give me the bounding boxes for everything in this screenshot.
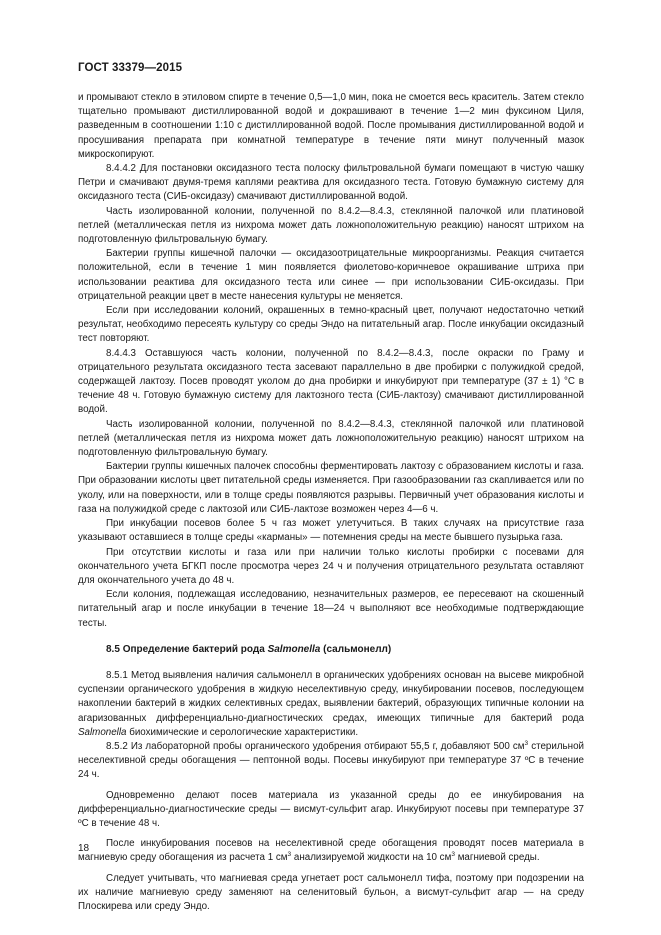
- section-title-suffix: (сальмонелл): [323, 643, 392, 655]
- section-number: 8.5: [106, 643, 120, 655]
- paragraph: Часть изолированной колонии, полученной по 8.4.2—8.4.3, стеклянной палочкой или платиновой петлей (металлическая петля из нихрома может дать ложноположительную реакцию) наносят штрихом на подготовленную фильтровальную бумагу.: [78, 205, 584, 246]
- paragraph: 8.4.4.3 Оставшуюся часть колонии, полученной по 8.4.2—8.4.3, после окраски по Граму и отрицательного результата оксидазного теста засевают параллельно в две пробирки с полужидкой средой, содержащей лактозу. Посев проводят уколом до дна пробирки и инкубируют при температуре (37 ± 1) °С в течение 48 ч. Готовую бумажную систему для лактозного теста (СИБ-лактозу) смачивают дистиллированной водой.: [78, 347, 584, 416]
- paragraph: [78, 669, 584, 740]
- paragraph: [78, 740, 584, 783]
- superscript: 3: [287, 851, 292, 859]
- paragraph-text: стерильной неселективной среды обогащения — пептонной воды. Посевы инкубируют при температуре 37 ºС в течение 24 ч.: [78, 740, 584, 781]
- genus-name: Salmonella: [78, 726, 127, 738]
- document-body: [78, 91, 584, 914]
- paragraph: При отсутствии кислоты и газа или при наличии только кислоты пробирки с посевами для окончательного учета БГКП после просмотра через 24 ч и получения отрицательного результата оставляют для окончательного учета до 48 ч.: [78, 546, 584, 586]
- paragraph-text: После инкубирования посевов на неселективной среде обогащения проводят посев материала в магниевую среду обогащения из расчета 1 см: [78, 838, 584, 864]
- paragraph: Если колония, подлежащая исследованию, незначительных размеров, ее пересевают на скошенный питательный агар и после инкубации в течение 18—24 ч выполняют все необходимые подтверждающие тесты.: [78, 589, 584, 629]
- paragraph-text: 8.5.1 Метод выявления наличия сальмонелл в органических удобрениях основан на высеве микробной суспензии органического удобрения в жидкую неселективную среду, инкубировании посевов, последующем накоплении бактерий в жидких селективных средах, выявлении бактерий, образующих типичные колонии на агаризованных дифференциально-диагностических средах, имеющих типичные для бактерий рода: [78, 669, 584, 724]
- paragraph: и промывают стекло в этиловом спирте в течение 0,5—1,0 мин, пока не смоется весь краситель. Затем стекло тщательно промывают дистиллированной водой и докрашивают в течение 1—2 мин фуксином Циля, разведенным в соотношении 1:10 с дистиллированной водой. После промывания дистиллированной водой и просушивания препарата при комнатной температуре в течение пяти минут полученный мазок микроскопируют.: [78, 92, 584, 160]
- paragraph: Если при исследовании колоний, окрашенных в темно-красный цвет, получают недостаточно четкий результат, необходимо пересеять культуру со среды Эндо на питательный агар. После инкубации оксидазный тест повторяют.: [78, 305, 584, 345]
- superscript: 3: [524, 739, 529, 747]
- paragraph: Бактерии группы кишечной палочки — оксидазоотрицательные микроорганизмы. Реакция считается положительной, если в течение 1 мин появляется фиолетово-коричневое окрашивание штриха при использовании реактива для оксидазного теста или синее — при использовании СИБ-оксидазы. При отрицательной реакции цвет в месте нанесения культуры не меняется.: [78, 248, 584, 302]
- document-header: ГОСТ 33379—2015: [78, 62, 183, 74]
- paragraph-text: биохимические и серологические характеристики.: [129, 726, 359, 738]
- paragraph: Одновременно делают посев материала из указанной среды до ее инкубирования на дифференциально-диагностические среды — висмут-сульфит агар. Инкубируют посевы при температуре 37 ºС в течение 48 ч.: [78, 789, 584, 829]
- paragraph: При инкубации посевов более 5 ч газ может улетучиться. В таких случаях на присутствие газа указывают оставшиеся в толще среды «карманы» — потемнения среды на месте бывшего пузырька газа.: [78, 518, 584, 544]
- superscript: 3: [451, 851, 455, 859]
- section-title: Определение бактерий рода: [122, 643, 265, 655]
- paragraph-text: магниевой среды.: [457, 852, 540, 864]
- section-title-genus: Salmonella: [267, 643, 321, 655]
- paragraph: 8.4.4.2 Для постановки оксидазного теста полоску фильтровальной бумаги помещают в чистую чашку Петри и смачивают двумя-тремя каплями реактива для оксидазного теста. Готовую бумажную систему для оксидазного теста (СИБ-оксидазу) смачивают дистиллированной водой.: [78, 163, 584, 203]
- paragraph: Часть изолированной колонии, полученной по 8.4.2—8.4.3, стеклянной палочкой или платиновой петлей (металлическая петля из нихрома может дать ложноположительную реакцию) наносят штрихом на подготовленную фильтровальную бумагу.: [78, 418, 584, 459]
- page-number: 18: [78, 843, 90, 854]
- section-heading: [78, 643, 584, 657]
- paragraph-text: 8.5.2 Из лабораторной пробы органического удобрения отбирают 55,5 г, добавляют 500 см: [106, 740, 525, 752]
- paragraph: Бактерии группы кишечных палочек способны ферментировать лактозу с образованием кислоты и газа. При образовании кислоты цвет питательной среды изменяется. При газообразовании газ скапливается или по уколу, или на поверхности, или в толще среды появляются разрывы. Первичный учет образования кислоты и газа на полужидкой среде с лактозой или СИБ-лактозе возможен через 4—6 ч.: [78, 461, 584, 515]
- paragraph-text: анализируемой жидкости на 10 см: [293, 852, 452, 864]
- paragraph: [78, 837, 584, 865]
- paragraph: Следует учитывать, что магниевая среда угнетает рост сальмонелл тифа, поэтому при подозрении на их наличие магниевую среду заменяют на селенитовый бульон, а висмут-сульфит агар — на среду Плоскирева или среду Эндо.: [78, 872, 584, 912]
